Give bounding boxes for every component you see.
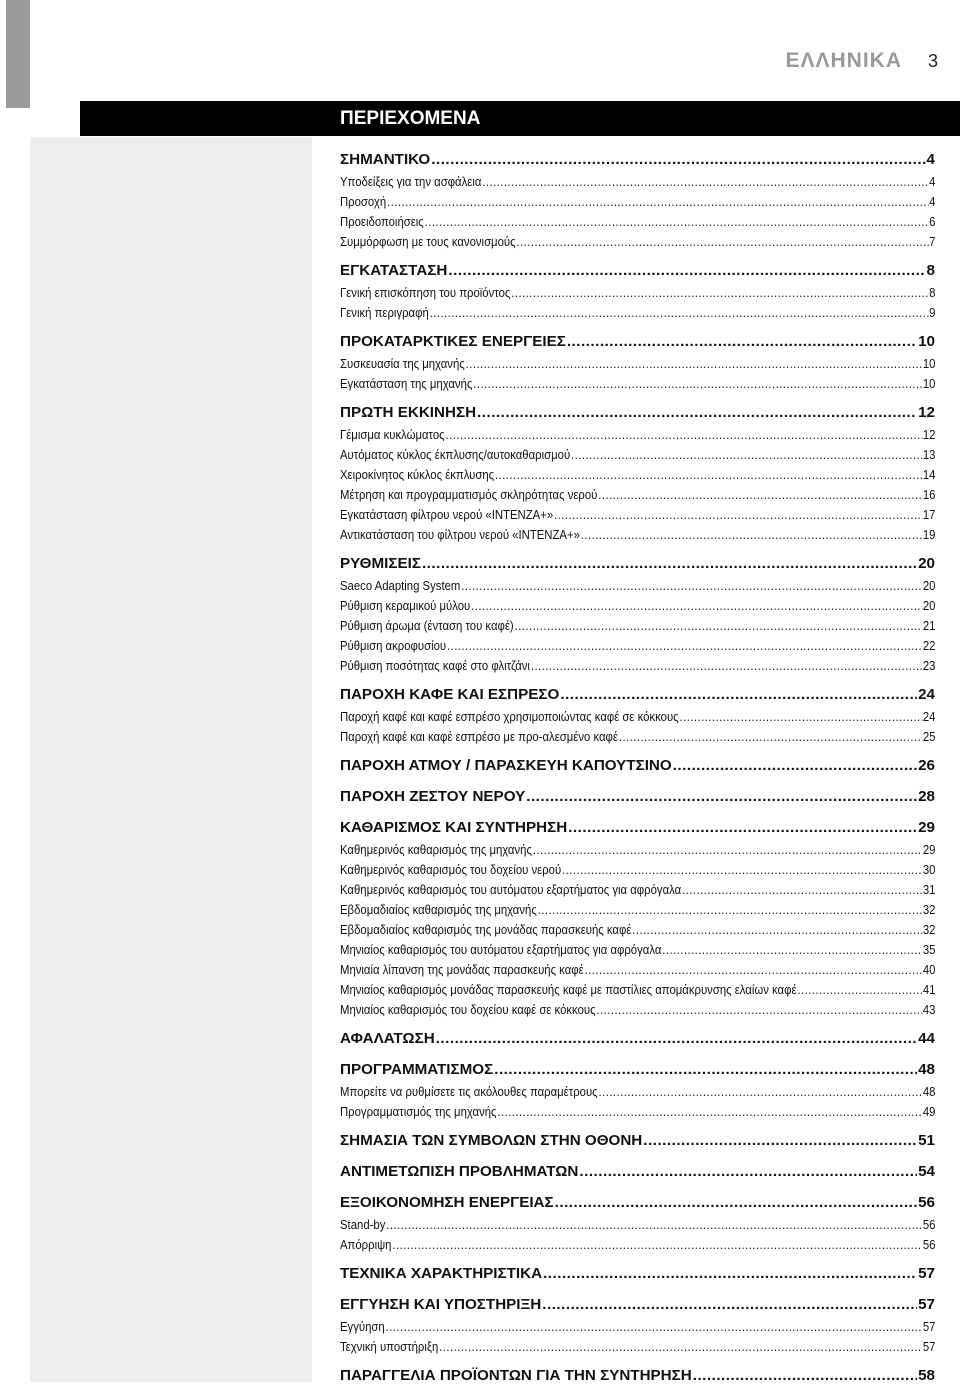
dot-leader (599, 1082, 922, 1102)
toc-section-heading[interactable] (340, 1027, 935, 1051)
toc-section (340, 552, 935, 676)
toc-entry-title: Συσκευασία της μηχανής (340, 357, 465, 371)
toc-entry-title: Καθημερινός καθαρισμός του αυτόματου εξαρτήματος για αφρόγαλα (340, 883, 682, 897)
dot-leader (571, 445, 922, 465)
toc-entry[interactable] (340, 485, 935, 505)
toc-entry-page: 32 (922, 903, 936, 917)
toc-section-title: ΠΑΡΟΧΗ ΑΤΜΟΥ / ΠΑΡΑΣΚΕΥΗ ΚΑΠΟΥΤΣΙΝΟ (340, 757, 672, 774)
toc-section-heading[interactable] (340, 1364, 935, 1388)
toc-section-heading[interactable] (340, 816, 935, 840)
dot-leader (579, 1160, 917, 1184)
dot-leader (471, 596, 922, 616)
dot-leader (466, 354, 922, 374)
toc-entry-title: Stand-by (340, 1218, 386, 1232)
side-tab (6, 0, 30, 108)
toc-entry-title: Εγκατάσταση της μηχανής (340, 377, 473, 391)
toc-section-title: ΠΑΡΟΧΗ ΚΑΦΕ ΚΑΙ ΕΣΠΡΕΣΟ (340, 686, 560, 703)
toc-section-heading[interactable] (340, 1160, 935, 1184)
toc-entry[interactable] (340, 303, 935, 323)
toc-entry-title: Ρύθμιση κεραμικού μύλου (340, 599, 471, 613)
toc-section-heading[interactable] (340, 148, 935, 172)
dot-leader (477, 401, 917, 425)
toc-entry-title: Εβδομαδιαίος καθαρισμός της μονάδας παρασκευής καφέ (340, 923, 632, 937)
dot-leader (436, 1027, 917, 1051)
toc-section-heading[interactable] (340, 401, 935, 425)
dot-leader (425, 212, 929, 232)
dot-leader (680, 707, 922, 727)
toc-entry-page: 6 (929, 215, 936, 229)
toc-entry-page: 23 (922, 659, 936, 673)
toc-section-page: 57 (918, 1296, 935, 1313)
toc-entry[interactable] (340, 354, 935, 374)
toc-section-page: 54 (918, 1163, 935, 1180)
toc-section-title: ΠΡΟΚΑΤΑΡΚΤΙΚΕΣ ΕΝΕΡΓΕΙΕΣ (340, 333, 566, 350)
dot-leader (392, 1235, 922, 1255)
toc-entry-page: 20 (922, 599, 936, 613)
toc-entry-page: 10 (922, 377, 936, 391)
toc-section-title: ΕΞΟΙΚΟΝΟΜΗΣΗ ΕΝΕΡΓΕΙΑΣ (340, 1194, 554, 1211)
toc-section-heading[interactable] (340, 1129, 935, 1153)
toc-entry-title: Καθημερινός καθαρισμός της μηχανής (340, 843, 532, 857)
toc-entry-title: Μέτρηση και προγραμματισμός σκληρότητας νερού (340, 488, 598, 502)
dot-leader (387, 192, 928, 212)
toc-entry-page: 16 (922, 488, 936, 502)
toc-section-heading[interactable] (340, 754, 935, 778)
toc-entry-page: 20 (922, 579, 936, 593)
toc-entry[interactable] (340, 1000, 935, 1020)
toc-section (340, 401, 935, 545)
toc-entry-title: Γενική περιγραφή (340, 306, 429, 320)
toc-entry-title: Μηνιαίος καθαρισμός μονάδας παρασκευής καφέ με παστίλιες απομάκρυνσης ελαίων καφέ (340, 983, 797, 997)
dot-leader (662, 940, 922, 960)
toc-entry-page: 29 (922, 843, 936, 857)
toc-entry[interactable] (340, 1215, 935, 1235)
toc-section-title: ΠΑΡΑΓΓΕΛΙΑ ΠΡΟΪΟΝΤΩΝ ΓΙΑ ΤΗΝ ΣΥΝΤΗΡΗΣΗ (340, 1367, 692, 1384)
toc-entry-page: 25 (922, 730, 936, 744)
toc-entry-page: 30 (922, 863, 936, 877)
dot-leader (531, 656, 922, 676)
toc-section-page: 29 (918, 819, 935, 836)
toc-entry-page: 56 (922, 1218, 936, 1232)
dot-leader (430, 303, 929, 323)
dot-leader (797, 980, 922, 1000)
toc-section-title: ΠΡΟΓΡΑΜΜΑΤΙΣΜΟΣ (340, 1061, 494, 1078)
dot-leader (473, 374, 922, 394)
toc-entry-page: 10 (922, 357, 936, 371)
toc-entry[interactable] (340, 1317, 935, 1337)
toc-entry-page: 24 (922, 710, 936, 724)
toc-entry[interactable] (340, 374, 935, 394)
toc-entry-title: Παροχή καφέ και καφέ εσπρέσο χρησιμοποιώντας καφέ σε κόκκους (340, 710, 679, 724)
toc-entry[interactable] (340, 980, 935, 1000)
dot-leader (543, 1262, 917, 1286)
toc-entry-title: Εβδομαδιαίος καθαρισμός της μηχανής (340, 903, 537, 917)
toc-entry[interactable] (340, 920, 935, 940)
dot-leader (511, 283, 928, 303)
toc-entry[interactable] (340, 940, 935, 960)
toc-section-page: 44 (918, 1030, 935, 1047)
dot-leader (598, 485, 922, 505)
dot-leader (619, 727, 922, 747)
toc-entry[interactable] (340, 1102, 935, 1122)
dot-leader (682, 880, 922, 900)
toc-section-page: 8 (926, 262, 935, 279)
dot-leader (461, 576, 922, 596)
dot-leader (562, 860, 922, 880)
toc-entry-page: 57 (922, 1340, 936, 1354)
toc-section-heading[interactable] (340, 785, 935, 809)
dot-leader (495, 465, 922, 485)
dot-leader (494, 1058, 917, 1082)
toc-entry-title: Ρύθμιση άρωμα (ένταση του καφέ) (340, 619, 514, 633)
toc-entry-page: 43 (922, 1003, 936, 1017)
toc-title-bar (80, 101, 960, 136)
toc-entry[interactable] (340, 880, 935, 900)
toc-section (340, 1191, 935, 1255)
toc-entry[interactable] (340, 425, 935, 445)
toc-entry-title: Προειδοποιήσεις (340, 215, 424, 229)
toc-section-title: ΑΦΑΛΑΤΩΣΗ (340, 1030, 435, 1047)
toc-section-page: 56 (918, 1194, 935, 1211)
toc-section-page: 24 (918, 686, 935, 703)
toc-section (340, 330, 935, 394)
dot-leader (554, 505, 922, 525)
toc-entry-title: Υποδείξεις για την ασφάλεια (340, 175, 482, 189)
table-of-contents (340, 148, 935, 1388)
page-number: 3 (928, 50, 939, 71)
toc-entry-title: Καθημερινός καθαρισμός του δοχείου νερού (340, 863, 562, 877)
toc-section-title: ΠΡΩΤΗ ΕΚΚΙΝΗΣΗ (340, 404, 477, 421)
dot-leader (448, 259, 925, 283)
toc-entry-title: Αντικατάσταση του φίλτρου νερού «INTENZA+» (340, 528, 580, 542)
toc-section-title: ΣΗΜΑΝΤΙΚΟ (340, 151, 431, 168)
toc-entry-page: 35 (922, 943, 936, 957)
toc-entry-title: Εγγύηση (340, 1320, 385, 1334)
toc-entry[interactable] (340, 525, 935, 545)
toc-section (340, 1262, 935, 1286)
toc-entry-title: Προσοχή (340, 195, 387, 209)
toc-entry[interactable] (340, 960, 935, 980)
toc-entry[interactable] (340, 232, 935, 252)
toc-section-page: 58 (918, 1367, 935, 1384)
toc-entry-page: 49 (922, 1105, 936, 1119)
toc-section (340, 1293, 935, 1357)
dot-leader (560, 683, 917, 707)
dot-leader (632, 920, 922, 940)
toc-section (340, 816, 935, 1020)
toc-section (340, 1129, 935, 1153)
left-margin-panel (30, 137, 312, 1382)
toc-section (340, 785, 935, 809)
toc-section-title: ΤΕΧΝΙΚΑ ΧΑΡΑΚΤΗΡΙΣΤΙΚΑ (340, 1265, 543, 1282)
toc-entry-title: Συμμόρφωση με τους κανονισμούς (340, 235, 516, 249)
toc-entry-page: 9 (929, 306, 936, 320)
toc-section-heading[interactable] (340, 330, 935, 354)
dot-leader (533, 840, 922, 860)
toc-section-title: ΡΥΘΜΙΣΕΙΣ (340, 555, 421, 572)
toc-entry-title: Μηνιαίος καθαρισμός του αυτόματου εξαρτήματος για αφρόγαλα (340, 943, 662, 957)
dot-leader (422, 552, 917, 576)
dot-leader (596, 1000, 922, 1020)
toc-entry-page: 19 (922, 528, 936, 542)
toc-entry[interactable] (340, 283, 935, 303)
toc-entry-page: 57 (922, 1320, 936, 1334)
toc-entry[interactable] (340, 576, 935, 596)
toc-entry-page: 7 (929, 235, 936, 249)
toc-section-page: 12 (918, 404, 935, 421)
toc-entry[interactable] (340, 860, 935, 880)
toc-entry-page: 31 (922, 883, 936, 897)
toc-entry-page: 22 (922, 639, 936, 653)
toc-section-heading[interactable] (340, 1191, 935, 1215)
toc-entry-title: Προγραμματισμός της μηχανής (340, 1105, 497, 1119)
toc-entry-page: 14 (922, 468, 936, 482)
dot-leader (515, 616, 922, 636)
toc-entry-title: Αυτόματος κύκλος έκπλυσης/αυτοκαθαρισμού (340, 448, 571, 462)
toc-section-heading[interactable] (340, 552, 935, 576)
toc-entry[interactable] (340, 727, 935, 747)
toc-section-page: 57 (918, 1265, 935, 1282)
toc-entry-page: 21 (922, 619, 936, 633)
toc-section (340, 1364, 935, 1388)
toc-section-page: 51 (918, 1132, 935, 1149)
dot-leader (567, 330, 917, 354)
toc-entry[interactable] (340, 505, 935, 525)
toc-section-heading[interactable] (340, 1293, 935, 1317)
toc-section (340, 148, 935, 252)
toc-section-title: ΑΝΤΙΜΕΤΩΠΙΣΗ ΠΡΟΒΛΗΜΑΤΩΝ (340, 1163, 579, 1180)
toc-entry-page: 40 (922, 963, 936, 977)
dot-leader (446, 425, 922, 445)
toc-section-page: 10 (918, 333, 935, 350)
dot-leader (538, 900, 922, 920)
dot-leader (482, 172, 928, 192)
toc-entry[interactable] (340, 1082, 935, 1102)
toc-section (340, 754, 935, 778)
toc-entry-page: 4 (929, 175, 936, 189)
dot-leader (526, 785, 917, 809)
toc-entry[interactable] (340, 192, 935, 212)
page-header (785, 44, 960, 78)
toc-entry-title: Μηνιαία λίπανση της μονάδας παρασκευής καφέ (340, 963, 584, 977)
toc-section-heading[interactable] (340, 1058, 935, 1082)
page-title: ΠΕΡΙΕΧΟΜΕΝΑ (340, 108, 481, 129)
toc-entry-title: Απόρριψη (340, 1238, 392, 1252)
toc-section (340, 683, 935, 747)
toc-section (340, 1160, 935, 1184)
dot-leader (693, 1364, 917, 1388)
toc-section-title: ΕΓΚΑΤΑΣΤΑΣΗ (340, 262, 448, 279)
toc-section-heading[interactable] (340, 259, 935, 283)
toc-entry-title: Ρύθμιση ακροφυσίου (340, 639, 447, 653)
toc-entry[interactable] (340, 445, 935, 465)
toc-entry-page: 32 (922, 923, 936, 937)
toc-entry-title: Saeco Adapting System (340, 579, 461, 593)
toc-section-page: 4 (926, 151, 935, 168)
toc-section (340, 259, 935, 323)
dot-leader (555, 1191, 917, 1215)
toc-section-page: 28 (918, 788, 935, 805)
toc-section-title: ΣΗΜΑΣΙΑ ΤΩΝ ΣΥΜΒΟΛΩΝ ΣΤΗΝ ΟΘΟΝΗ (340, 1132, 643, 1149)
toc-entry-title: Γενική επισκόπηση του προϊόντος (340, 286, 511, 300)
dot-leader (643, 1129, 917, 1153)
dot-leader (542, 1293, 917, 1317)
toc-entry[interactable] (340, 1235, 935, 1255)
toc-entry-title: Τεχνική υποστήριξη (340, 1340, 439, 1354)
toc-entry-page: 17 (922, 508, 936, 522)
dot-leader (585, 960, 922, 980)
toc-section (340, 1027, 935, 1051)
dot-leader (568, 816, 917, 840)
toc-entry-title: Εγκατάσταση φίλτρου νερού «INTENZA+» (340, 508, 554, 522)
toc-entry[interactable] (340, 172, 935, 192)
toc-entry[interactable] (340, 465, 935, 485)
toc-entry-page: 13 (922, 448, 936, 462)
toc-entry-page: 56 (922, 1238, 936, 1252)
dot-leader (673, 754, 917, 778)
toc-section-title: ΠΑΡΟΧΗ ΖΕΣΤΟΥ ΝΕΡΟΥ (340, 788, 526, 805)
language-label: ΕΛΛΗΝΙΚΑ (785, 49, 902, 72)
toc-section-page: 26 (918, 757, 935, 774)
toc-entry[interactable] (340, 840, 935, 860)
toc-section-heading[interactable] (340, 1262, 935, 1286)
toc-entry-page: 41 (922, 983, 936, 997)
toc-section-title: ΕΓΓΥΗΣΗ ΚΑΙ ΥΠΟΣΤΗΡΙΞΗ (340, 1296, 542, 1313)
toc-section-page: 20 (918, 555, 935, 572)
toc-entry[interactable] (340, 212, 935, 232)
toc-entry[interactable] (340, 707, 935, 727)
dot-leader (386, 1215, 922, 1235)
toc-section-page: 48 (918, 1061, 935, 1078)
toc-entry-title: Ρύθμιση ποσότητας καφέ στο φλιτζάνι (340, 659, 530, 673)
dot-leader (497, 1102, 922, 1122)
toc-entry[interactable] (340, 596, 935, 616)
toc-entry-page: 4 (929, 195, 936, 209)
toc-entry-title: Γέμισμα κυκλώματος (340, 428, 445, 442)
dot-leader (447, 636, 922, 656)
toc-section (340, 1058, 935, 1122)
dot-leader (439, 1337, 922, 1357)
toc-entry-title: Παροχή καφέ και καφέ εσπρέσο με προ-αλεσμένο καφέ (340, 730, 618, 744)
toc-entry[interactable] (340, 616, 935, 636)
toc-entry-title: Μπορείτε να ρυθμίσετε τις ακόλουθες παραμέτρους (340, 1085, 598, 1099)
dot-leader (581, 525, 922, 545)
toc-section-heading[interactable] (340, 683, 935, 707)
toc-entry-title: Μηνιαίος καθαρισμός του δοχείου καφέ σε κόκκους (340, 1003, 596, 1017)
toc-section-title: ΚΑΘΑΡΙΣΜΟΣ ΚΑΙ ΣΥΝΤΗΡΗΣΗ (340, 819, 568, 836)
toc-entry-title: Χειροκίνητος κύκλος έκπλυσης (340, 468, 495, 482)
toc-entry-page: 48 (922, 1085, 936, 1099)
dot-leader (386, 1317, 922, 1337)
toc-entry[interactable] (340, 900, 935, 920)
toc-entry[interactable] (340, 656, 935, 676)
toc-entry-page: 12 (922, 428, 936, 442)
dot-leader (516, 232, 928, 252)
toc-entry-page: 8 (929, 286, 936, 300)
toc-entry[interactable] (340, 1337, 935, 1357)
toc-entry[interactable] (340, 636, 935, 656)
dot-leader (431, 148, 925, 172)
